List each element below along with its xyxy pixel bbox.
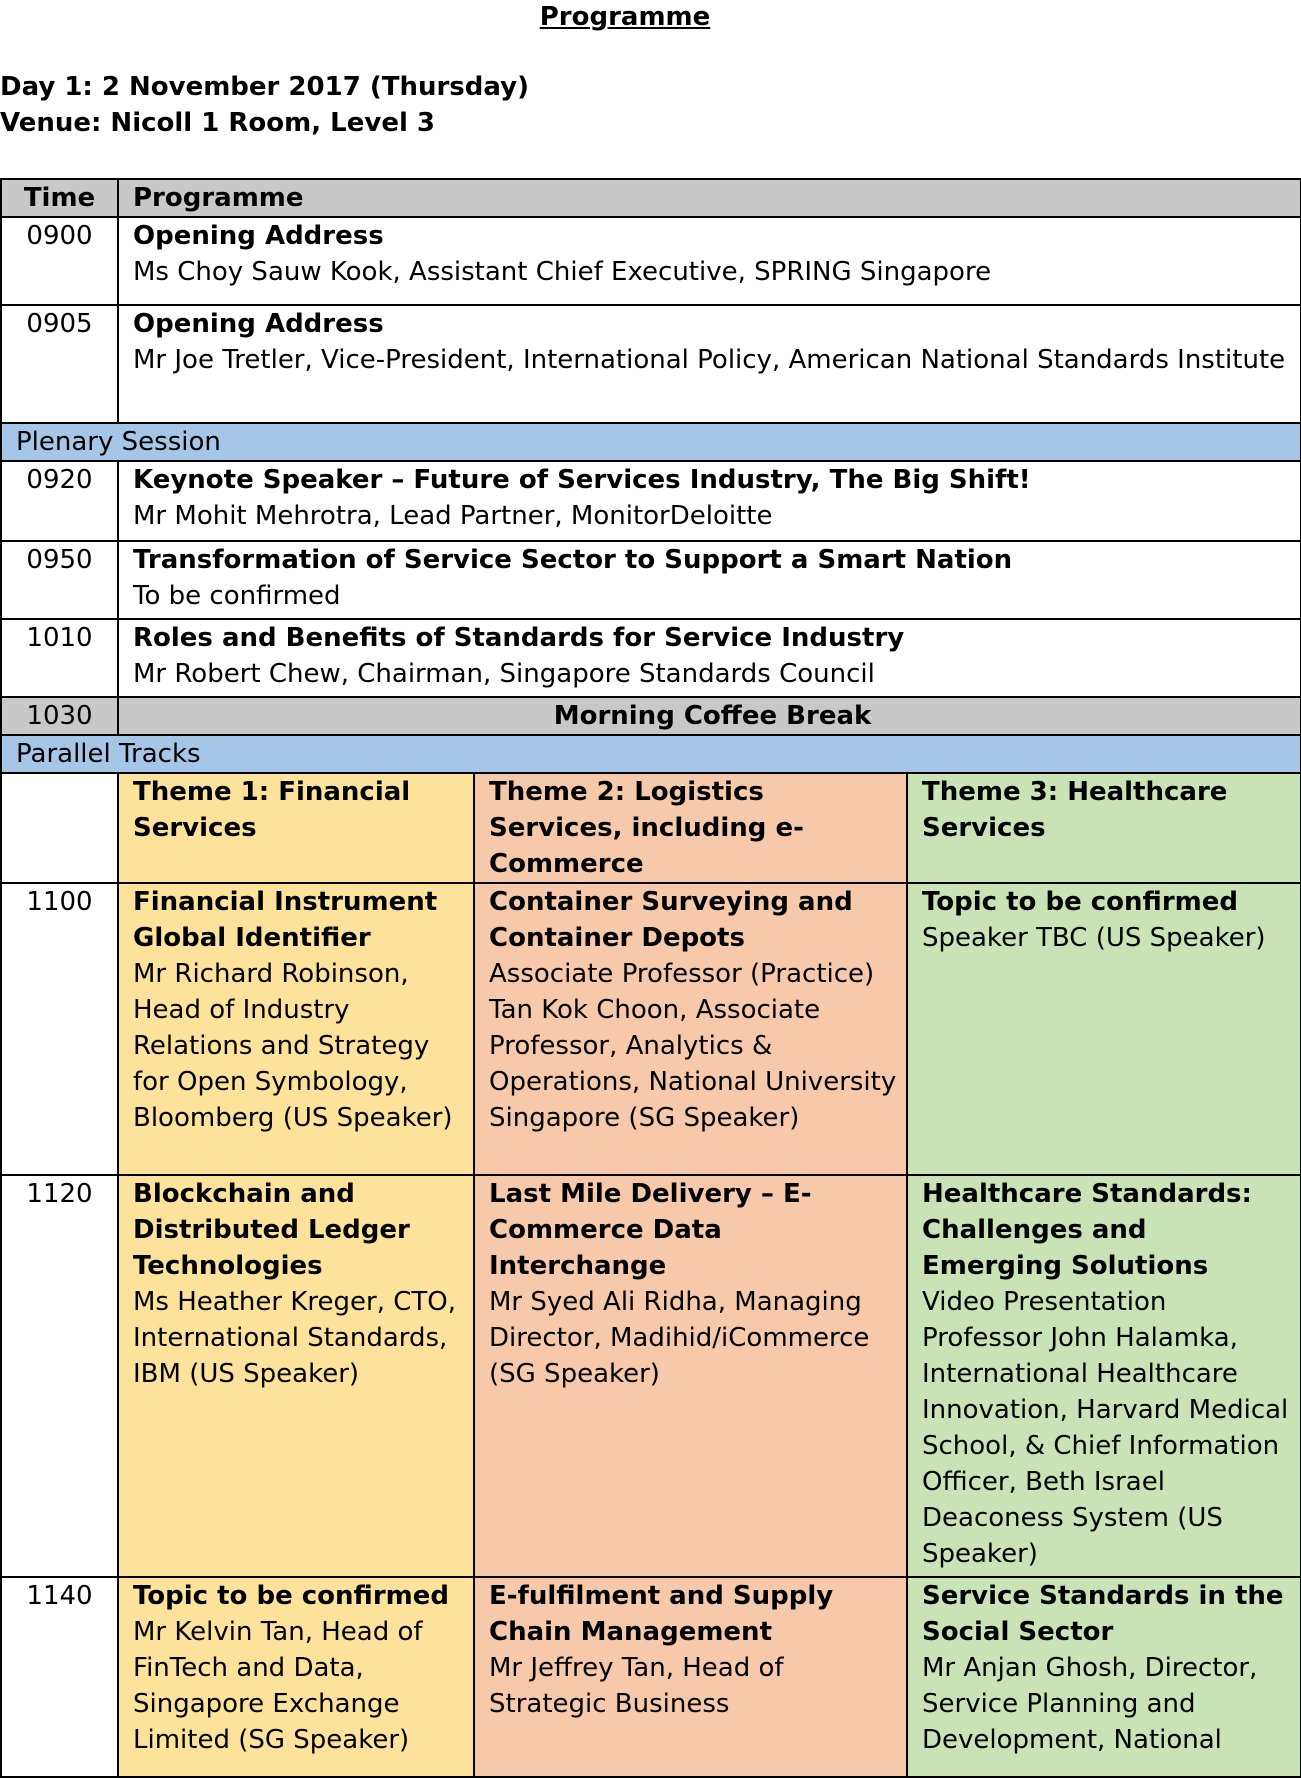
row-detail: Ms Choy Sauw Kook, Assistant Chief Executive, SPRING Singapore	[133, 257, 992, 287]
track-cell	[474, 1577, 907, 1777]
track-detail: Mr Richard Robinson, Head of Industry Relations and Strategy for Open Symbology, Bloomberg (US Speaker)	[133, 959, 453, 1133]
track-cell	[907, 1577, 1301, 1777]
theme-3-header	[907, 773, 1301, 883]
themes-row	[1, 773, 1301, 883]
track-title: Service Standards in the Social Sector	[922, 1581, 1284, 1647]
track-title: Topic to be confirmed	[922, 887, 1238, 917]
track-detail: Associate Professor (Practice) Tan Kok Choon, Associate Professor, Analytics & Operations, National University Singapore (SG Speaker)	[489, 959, 897, 1133]
programme-table	[0, 178, 1301, 1778]
theme-label: Theme 3: Healthcare Services	[922, 777, 1228, 843]
theme-1-header	[118, 773, 474, 883]
track-title: Last Mile Delivery – E-Commerce Data Interchange	[489, 1179, 812, 1281]
table-row	[1, 619, 1301, 697]
track-detail: Mr Kelvin Tan, Head of FinTech and Data, Singapore Exchange Limited (SG Speaker)	[133, 1617, 423, 1755]
table-row	[1, 541, 1301, 619]
session-row	[1, 423, 1301, 461]
track-cell	[474, 883, 907, 1175]
table-row	[1, 305, 1301, 423]
row-time: 0900	[1, 217, 118, 305]
theme-2-header	[474, 773, 907, 883]
row-programme	[118, 541, 1301, 619]
track-cell	[118, 883, 474, 1175]
row-time: 1010	[1, 619, 118, 697]
track-cell	[118, 1577, 474, 1777]
row-detail: To be confirmed	[133, 581, 341, 611]
track-cell	[907, 1175, 1301, 1577]
track-title: Topic to be confirmed	[133, 1581, 449, 1611]
row-time: 0905	[1, 305, 118, 423]
track-row	[1, 883, 1301, 1175]
track-detail: Mr Jeffrey Tan, Head of Strategic Business	[489, 1653, 784, 1719]
header-time: Time	[1, 179, 118, 217]
row-time: 1140	[1, 1577, 118, 1777]
session-label: Plenary Session	[1, 423, 1301, 461]
track-detail: Ms Heather Kreger, CTO, International Standards, IBM (US Speaker)	[133, 1287, 456, 1389]
track-detail: Mr Syed Ali Ridha, Managing Director, Madihid/iCommerce (SG Speaker)	[489, 1287, 870, 1389]
row-time: 1030	[1, 697, 118, 735]
theme-label: Theme 1: Financial Services	[133, 777, 411, 843]
row-programme	[118, 217, 1301, 305]
header-programme: Programme	[118, 179, 1301, 217]
track-title: E-fulfilment and Supply Chain Management	[489, 1581, 834, 1647]
track-title: Financial Instrument Global Identifier	[133, 887, 438, 953]
table-row	[1, 461, 1301, 541]
row-detail: Mr Robert Chew, Chairman, Singapore Standards Council	[133, 659, 875, 689]
track-detail: Video Presentation Professor John Halamka, International Healthcare Innovation, Harvard Medical School, & Chief Information Officer, Beth Israel Deaconess System (US Speaker)	[922, 1287, 1289, 1569]
track-row	[1, 1577, 1301, 1777]
track-title: Blockchain and Distributed Ledger Technologies	[133, 1179, 410, 1281]
day-heading: Day 1: 2 November 2017 (Thursday)	[0, 72, 529, 102]
row-title: Keynote Speaker – Future of Services Industry, The Big Shift!	[133, 465, 1031, 495]
track-title: Healthcare Standards: Challenges and Emerging Solutions	[922, 1179, 1252, 1281]
track-detail: Speaker TBC (US Speaker)	[922, 923, 1266, 953]
break-row	[1, 697, 1301, 735]
row-detail: Mr Joe Tretler, Vice-President, International Policy, American National Standards Institute	[133, 345, 1286, 375]
row-title: Transformation of Service Sector to Support a Smart Nation	[133, 545, 1013, 575]
page-title: Programme	[539, 2, 711, 32]
row-title: Opening Address	[133, 221, 384, 251]
table-header-row	[1, 179, 1301, 217]
row-time: 1120	[1, 1175, 118, 1577]
row-title: Opening Address	[133, 309, 384, 339]
blank-cell	[1, 773, 118, 883]
row-programme	[118, 305, 1301, 423]
row-detail: Mr Mohit Mehrotra, Lead Partner, MonitorDeloitte	[133, 501, 773, 531]
track-title: Container Surveying and Container Depots	[489, 887, 853, 953]
track-detail: Mr Anjan Ghosh, Director, Service Planning and Development, National	[922, 1653, 1258, 1755]
session-row	[1, 735, 1301, 773]
row-programme	[118, 461, 1301, 541]
row-time: 0950	[1, 541, 118, 619]
table-row	[1, 217, 1301, 305]
theme-label: Theme 2: Logistics Services, including e-Commerce	[489, 777, 804, 879]
track-cell	[907, 883, 1301, 1175]
row-programme	[118, 619, 1301, 697]
track-cell	[474, 1175, 907, 1577]
track-row	[1, 1175, 1301, 1577]
venue-heading: Venue: Nicoll 1 Room, Level 3	[0, 108, 436, 138]
row-title: Roles and Benefits of Standards for Service Industry	[133, 623, 905, 653]
row-time: 0920	[1, 461, 118, 541]
track-cell	[118, 1175, 474, 1577]
session-label: Parallel Tracks	[1, 735, 1301, 773]
break-label: Morning Coffee Break	[118, 697, 1301, 735]
row-time: 1100	[1, 883, 118, 1175]
